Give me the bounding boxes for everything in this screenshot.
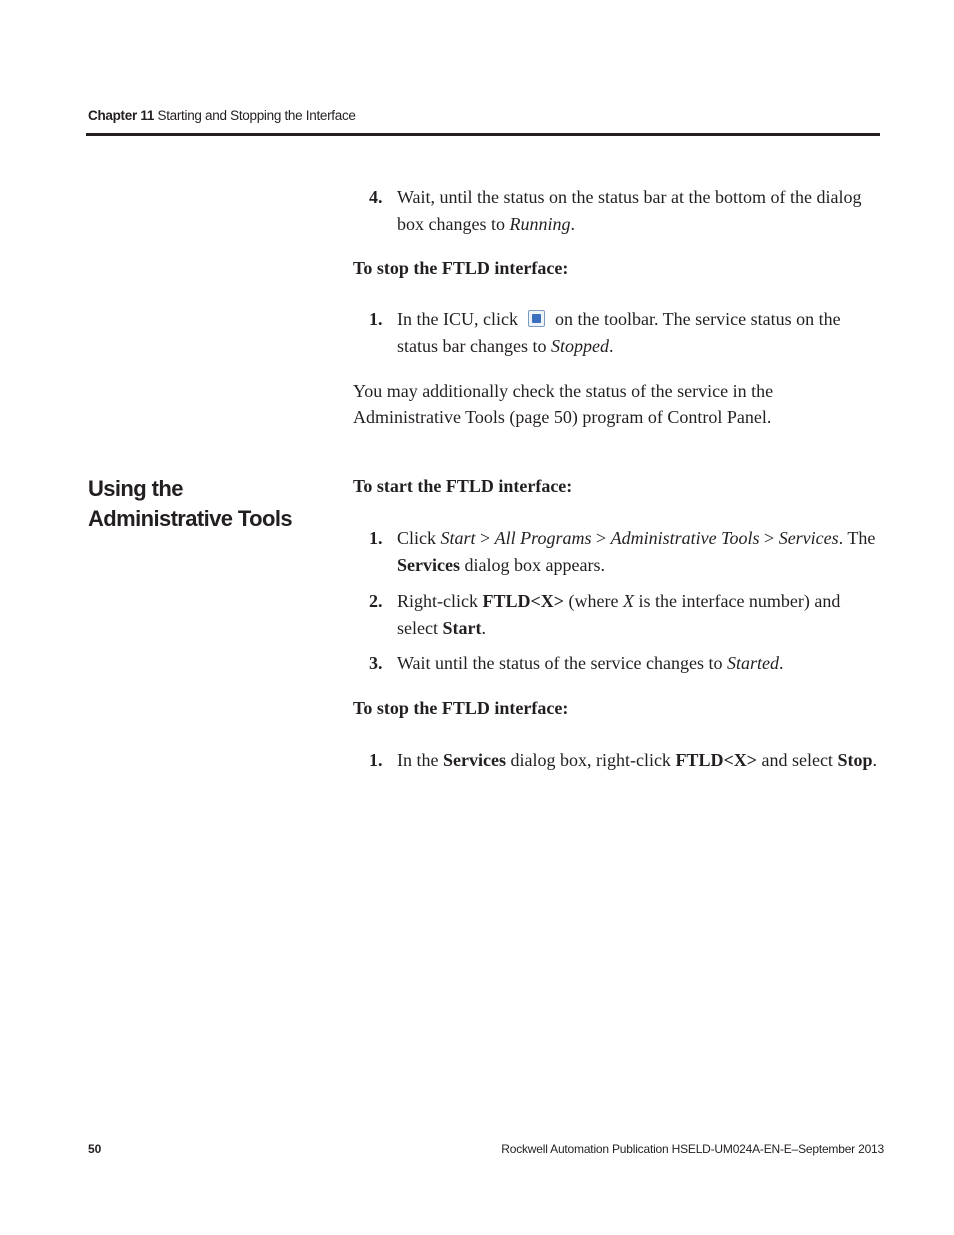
step-number: 1. [369, 309, 383, 329]
step-4 [369, 184, 881, 238]
stop-service-icon [528, 310, 545, 327]
publication-info: Rockwell Automation Publication HSELD-UM024A-EN-E–September 2013 [501, 1142, 884, 1156]
step-number: 1. [369, 528, 383, 548]
start-step-1 [369, 525, 881, 579]
start-interface-heading: To start the FTLD interface: [353, 476, 573, 496]
step-number: 2. [369, 591, 383, 611]
header-rule [86, 133, 880, 136]
step-number: 3. [369, 653, 383, 673]
admin-tools-note: You may additionally check the status of the service in the Administrative Tools (page 50) program of Control Panel. [353, 381, 774, 427]
step-text: Wait, until the status on the status bar at the bottom of the dialog box changes to Running. [397, 187, 862, 234]
stop-interface-heading: To stop the FTLD interface: [353, 258, 569, 278]
chapter-title: Starting and Stopping the Interface [157, 108, 356, 123]
stop-step-1 [369, 306, 881, 360]
stop-interface-heading-2: To stop the FTLD interface: [353, 698, 569, 718]
step-text: In the Services dialog box, right-click FTLD<X> and select Stop. [397, 750, 877, 770]
running-header [88, 108, 356, 123]
services-stop-step-1 [369, 747, 881, 774]
page-number: 50 [88, 1142, 102, 1156]
step-text: Click Start > All Programs > Administrative Tools > Services. The Services dialog box appears. [397, 528, 876, 575]
step-text: Wait until the status of the service changes to Started. [397, 653, 784, 673]
start-step-3 [369, 650, 881, 677]
step-number: 4. [369, 187, 383, 207]
section-title: Using the Administrative Tools [88, 476, 292, 531]
step-number: 1. [369, 750, 383, 770]
step-text: Right-click FTLD<X> (where X is the interface number) and select Start. [397, 591, 841, 638]
chapter-number: Chapter 11 [88, 108, 155, 123]
start-step-2 [369, 588, 881, 642]
step-text: In the ICU, click on the toolbar. The service status on the status bar changes to Stopped. [397, 309, 841, 356]
